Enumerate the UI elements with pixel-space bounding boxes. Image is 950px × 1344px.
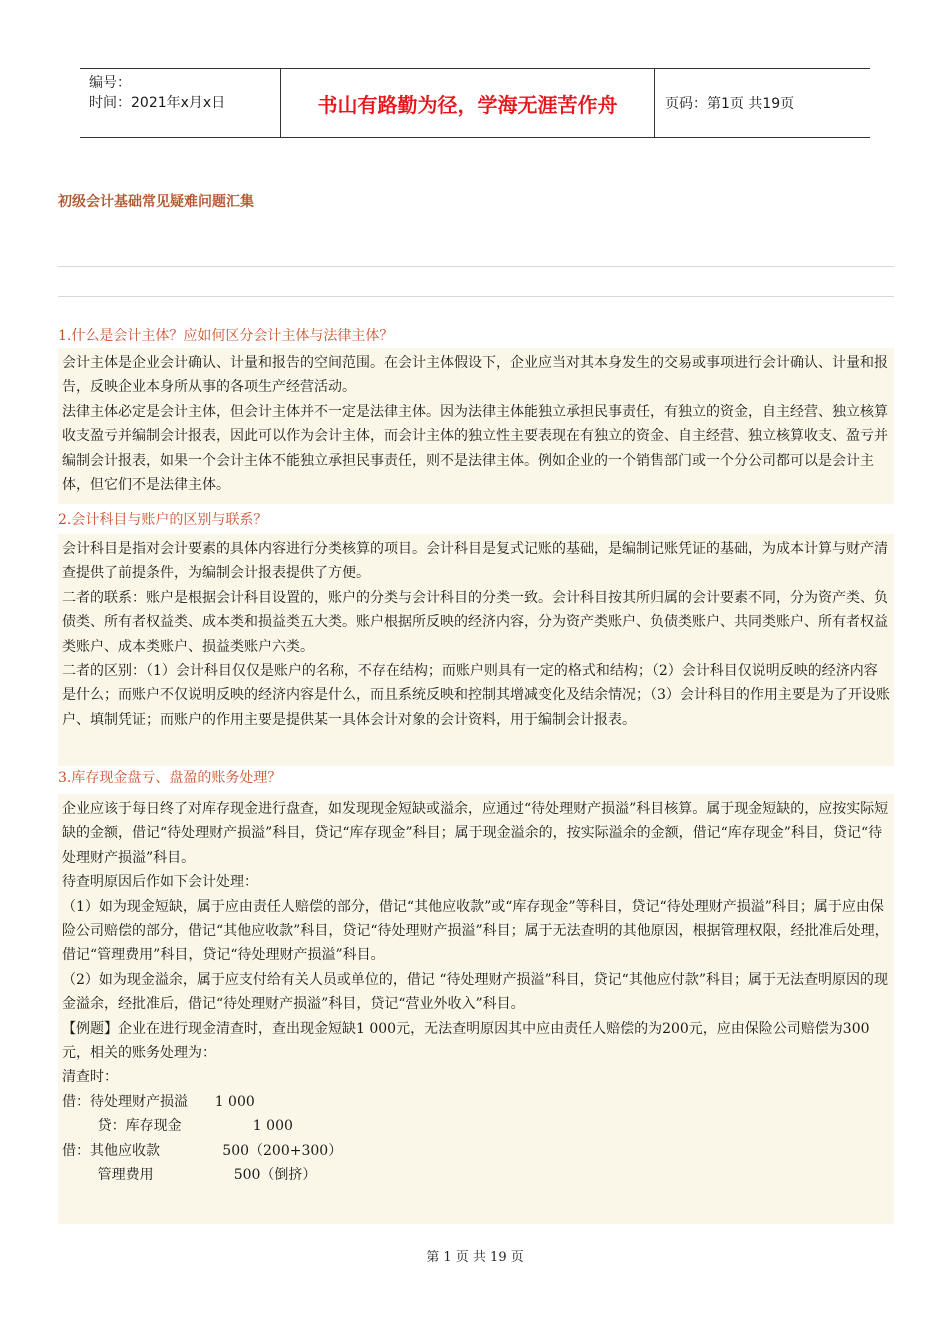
time-label: 时间：2021年x月x日 [89,95,226,111]
section-2-body [58,534,894,766]
journal-entry-line: 贷：库存现金 1 000 [62,1118,293,1135]
document-title: 初级会计基础常见疑难问题汇集 [58,194,254,210]
paragraph: 企业应该于每日终了对库存现金进行盘查，如发现现金短缺或溢余，应通过“待处理财产损溢”科目核算。属于现金短缺的，应按实际短缺的金额，借记“待处理财产损溢”科目，贷记“库存现金”科目；属于现金溢余的，按实际溢余的金额，借记“库存现金”科目，贷记“待处理财产损溢”科目。 [62,801,889,866]
header-meta [80,69,281,137]
paragraph: 法律主体必定是会计主体，但会计主体并不一定是法律主体。因为法律主体能独立承担民事责任，有独立的资金，自主经营、独立核算收支盈亏并编制会计报表，因此可以作为会计主体，而会计主体的独立性主要表现在有独立的资金、自主经营、独立核算收支、盈亏并编制会计报表，如果一个会计主体不能独立承担民事责任，则不是法律主体。例如企业的一个销售部门或一个分公司都可以是会计主体，但它们不是法律主体。 [62,403,888,494]
section-3-title: 3.库存现金盘亏、盘盈的账务处理？ [58,770,282,786]
paragraph: 清查时： [62,1069,118,1086]
journal-entry-line: 借：待处理财产损溢 1 000 [62,1093,255,1110]
page-header [80,68,870,138]
paragraph: （2）如为现金溢余，属于应支付给有关人员或单位的，借记 “待处理财产损溢”科目，贷记“其他应付款”科目；属于无法查明原因的现金溢余，经批准后，借记“待处理财产损溢”科目，贷记“营业外收入”科目。 [62,971,888,1013]
paragraph: （1）如为现金短缺，属于应由责任人赔偿的部分，借记“其他应收款”或“库存现金”等科目，贷记“待处理财产损溢”科目；属于应由保险公司赔偿的部分，借记“其他应收款”科目，贷记“待处理财产损溢”科目；属于无法查明的其他原因，根据管理权限，经批准后处理，借记“管理费用”科目，贷记“待处理财产损溢”科目。 [62,898,889,964]
divider-line [58,266,894,267]
paragraph: 会计科目是指对会计要素的具体内容进行分类核算的项目。会计科目是复式记账的基础，是编制记账凭证的基础，为成本计算与财产清查提供了前提条件，为编制会计报表提供了方便。 [62,541,888,582]
divider-line [58,296,894,297]
header-motto: 书山有路勤为径，学海无涯苦作舟 [281,69,655,137]
journal-entry-line: 管理费用 500（倒挤） [62,1167,317,1184]
paragraph: 会计主体是企业会计确认、计量和报告的空间范围。在会计主体假设下，企业应当对其本身发生的交易或事项进行会计确认、计量和报告，反映企业本身所从事的各项生产经营活动。 [62,355,888,396]
section-1-title: 1.什么是会计主体？应如何区分会计主体与法律主体？ [58,328,394,344]
paragraph: 待查明原因后作如下会计处理： [62,874,258,891]
paragraph: 【例题】企业在进行现金清查时，查出现金短缺1 000元，无法查明原因其中应由责任人赔偿的为200元，应由保险公司赔偿为300元，相关的账务处理为： [62,1020,870,1062]
number-label: 编号： [89,75,131,91]
section-1-body [58,348,894,504]
header-page-info: 页码：第1页 共19页 [665,96,795,112]
paragraph: 二者的联系：账户是根据会计科目设置的，账户的分类与会计科目的分类一致。会计科目按其所归属的会计要素不同，分为资产类、负债类、所有者权益类、成本类和损益类五大类。账户根据所反映的经济内容，分为资产类账户、负债类账户、共同类账户、所有者权益类账户、成本类账户、损益类账户六类。 [62,589,888,655]
page-footer: 第 1 页 共 19 页 [426,1250,524,1265]
paragraph: 二者的区别：（1）会计科目仅仅是账户的名称，不存在结构；而账户则具有一定的格式和结构；（2）会计科目仅说明反映的经济内容是什么；而账户不仅说明反映的经济内容是什么，而且系统反映和控制其增减变化及结余情况；（3）会计科目的作用主要是为了开设账户、填制凭证；而账户的作用主要是提供某一具体会计对象的会计资料，用于编制会计报表。 [62,663,890,728]
section-2-title: 2.会计科目与账户的区别与联系？ [58,512,268,528]
journal-entry-line: 借：其他应收款 500（200+300） [62,1142,343,1159]
section-3-body [58,794,894,1224]
